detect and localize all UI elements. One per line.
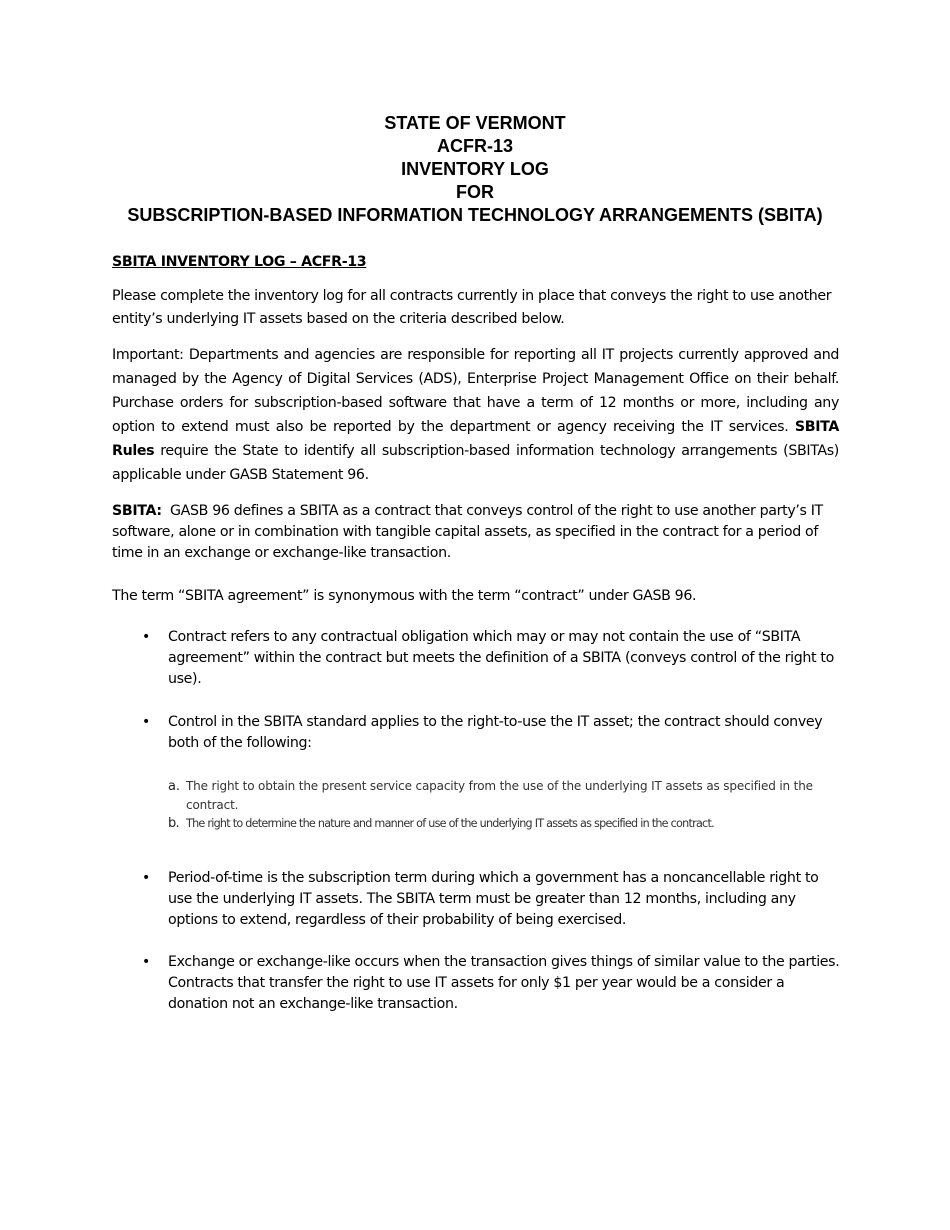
bullet-text-exchange: Exchange or exchange-like occurs when the transaction gives things of similar value to the parties. Contracts that transfer the right to use IT assets for only $1 per year would be a consider a donation not an exchange-like transaction.: [168, 954, 840, 1012]
synonym-paragraph: The term “SBITA agreement” is synonymous with the term “contract” under GASB 96.: [112, 588, 697, 604]
intro-paragraph: Please complete the inventory log for all contracts currently in place that conveys the right to use another entity’s underlying IT assets based on the criteria described below.: [112, 288, 832, 327]
bullet-icon: •: [142, 714, 150, 730]
sub-item-text-present-capacity: The right to obtain the present service capacity from the use of the underlying IT assets as specified in the contract.: [186, 779, 813, 812]
bullet-text-contract: Contract refers to any contractual obligation which may or may not contain the use of “SBITA agreement” within the contract but meets the definition of a SBITA (conveys control of the right to use).: [168, 629, 834, 687]
definition-paragraph: [112, 501, 839, 564]
title-line-for: FOR: [456, 182, 494, 202]
bullet-icon: •: [142, 870, 150, 886]
important-text: Important: Departments and agencies are responsible for reporting all IT projects currently approved and managed by the Agency of Digital Services (ADS), Enterprise Project Management Office on their behalf. Purchase orders for subscription-based software that have a term of 12 months or more, including any option to extend must also be reported by the department or agency receiving the IT services.: [112, 347, 839, 435]
title-line-inventory-log: INVENTORY LOG: [401, 159, 549, 179]
important-paragraph: [112, 343, 839, 487]
sub-item-letter: b.: [168, 816, 179, 831]
sub-item-letter: a.: [168, 779, 180, 794]
definition-text: GASB 96 defines a SBITA as a contract that conveys control of the right to use another party’s IT software, alone or in combination with tangible capital assets, as specified in the contract for a period of time in an exchange or exchange-like transaction.: [112, 503, 823, 561]
bullet-text-period-of-time: Period-of-time is the subscription term during which a government has a noncancellable right to use the underlying IT assets. The SBITA term must be greater than 12 months, including any options to extend, regardless of their probability of being exercised.: [168, 870, 819, 928]
bullet-text-control: Control in the SBITA standard applies to the right-to-use the IT asset; the contract should convey both of the following:: [168, 714, 823, 751]
important-text-continued: require the State to identify all subscription-based information technology arrangements (SBITAs) applicable under GASB Statement 96.: [112, 443, 839, 483]
section-heading: SBITA INVENTORY LOG – ACFR-13: [112, 254, 367, 270]
definition-label: SBITA:: [112, 503, 162, 519]
document-title: [0, 112, 950, 227]
bullet-icon: •: [142, 954, 150, 970]
sbita-rules-bold: SBITA Rules: [112, 419, 839, 459]
title-line-state: STATE OF VERMONT: [384, 113, 566, 133]
bullet-icon: •: [142, 629, 150, 645]
sub-item-text-nature-manner: The right to determine the nature and manner of use of the underlying IT assets as specified in the contract.: [186, 817, 714, 830]
title-line-sbita: SUBSCRIPTION-BASED INFORMATION TECHNOLOGY ARRANGEMENTS (SBITA): [127, 205, 823, 225]
title-line-form-number: ACFR-13: [436, 136, 513, 156]
